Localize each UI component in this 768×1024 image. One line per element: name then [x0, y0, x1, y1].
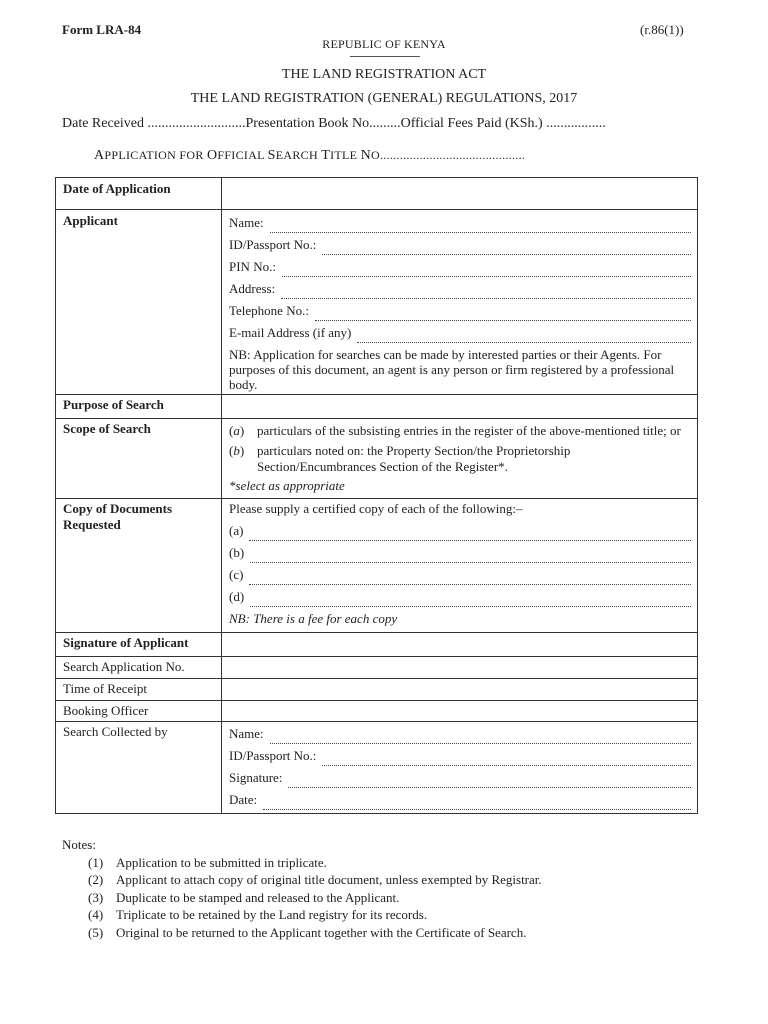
booking-officer-field[interactable] — [222, 701, 698, 722]
applicant-id-label: ID/Passport No.: — [229, 237, 317, 252]
scope-b-text: particulars noted on: the Property Section/the Proprietorship Section/Encumbrances Section of the Register*. — [257, 443, 571, 474]
copy-item-c-label: (c) — [229, 567, 244, 582]
applicant-email-line[interactable] — [229, 321, 691, 343]
row-signature — [56, 633, 698, 657]
row-search-app-no — [56, 657, 698, 679]
applicant-address-input[interactable] — [281, 283, 691, 299]
collector-id-input[interactable] — [322, 750, 691, 766]
application-title: APPLICATION FOR OFFICIAL SEARCH TITLE NO............................................ — [94, 148, 526, 163]
scope-options — [222, 419, 698, 499]
scope-b-key: b — [233, 443, 240, 458]
note-text: Application to be submitted in triplicate. — [116, 854, 327, 870]
applicant-telephone-line[interactable] — [229, 299, 691, 321]
search-app-no-field[interactable] — [222, 657, 698, 679]
collector-date-label: Date: — [229, 792, 258, 807]
notes-title: Notes: — [62, 837, 96, 852]
collector-name-input[interactable] — [270, 728, 691, 744]
applicant-name-input[interactable] — [270, 217, 691, 233]
copy-item-b[interactable] — [229, 541, 691, 563]
applicant-address-label: Address: — [229, 281, 276, 296]
copies-label: Copy of Documents Requested — [56, 499, 222, 633]
note-text: Applicant to attach copy of original title document, unless exempted by Registrar. — [116, 872, 542, 887]
note-item — [62, 889, 542, 907]
scope-option-b[interactable]: (b) particulars noted on: the Property Section/the Proprietorship Section/Encumbrances Section of the Register*. — [229, 443, 691, 475]
row-purpose — [56, 395, 698, 419]
copies-intro: Please supply a certified copy of each of the following:– — [229, 501, 523, 516]
collector-id-label: ID/Passport No.: — [229, 748, 317, 763]
agent-note: NB: Application for searches can be made by interested parties or their Agents. For purposes of this document, an agent is any person or firm registered by a professional body. — [229, 347, 675, 392]
applicant-id-input[interactable] — [322, 239, 691, 255]
purpose-field[interactable] — [222, 395, 698, 419]
copy-item-c-input[interactable] — [249, 569, 691, 585]
date-of-application-label: Date of Application — [56, 178, 222, 210]
note-number: (1) — [88, 854, 104, 870]
note-item — [62, 871, 542, 889]
copy-item-a-input[interactable] — [249, 525, 691, 541]
row-collected — [56, 722, 698, 814]
receipt-meta-line: Date Received ............................Presentation Book No.........Official Fees Paid (KSh.) ................. — [62, 116, 606, 131]
scope-select-note: *select as appropriate — [229, 478, 345, 493]
copy-item-b-input[interactable] — [250, 547, 691, 563]
time-of-receipt-field[interactable] — [222, 679, 698, 701]
row-booking-officer — [56, 701, 698, 722]
act-title: THE LAND REGISTRATION ACT — [281, 67, 487, 82]
copies-fee-note: NB: There is a fee for each copy — [229, 611, 398, 626]
row-time-of-receipt — [56, 679, 698, 701]
applicant-id-line[interactable] — [229, 233, 691, 255]
booking-officer-label: Booking Officer — [56, 701, 222, 722]
row-copies — [56, 499, 698, 633]
search-application-table — [55, 177, 698, 814]
note-text: Original to be returned to the Applicant together with the Certificate of Search. — [116, 924, 527, 940]
collector-signature-label: Signature: — [229, 770, 283, 785]
note-text: Triplicate to be retained by the Land registry for its records. — [116, 907, 428, 922]
scope-a-key: a — [233, 423, 240, 438]
row-date-of-application — [56, 178, 698, 210]
applicant-telephone-input[interactable] — [315, 305, 691, 321]
collector-signature-input[interactable] — [288, 772, 691, 788]
applicant-address-line[interactable] — [229, 277, 691, 299]
note-number: (2) — [88, 872, 104, 887]
signature-label: Signature of Applicant — [56, 633, 222, 657]
collector-date-input[interactable] — [263, 794, 691, 810]
collector-name-line[interactable] — [229, 722, 691, 744]
purpose-label: Purpose of Search — [56, 395, 222, 419]
scope-option-a[interactable]: (a) particulars of the subsisting entries in the register of the above-mentioned title; or — [229, 423, 681, 438]
regulations-title: THE LAND REGISTRATION (GENERAL) REGULATIONS, 2017 — [190, 91, 578, 106]
row-scope — [56, 419, 698, 499]
copy-item-d-label: (d) — [229, 589, 245, 604]
notes-section — [62, 836, 542, 941]
copy-item-c[interactable] — [229, 563, 691, 585]
applicant-name-label: Name: — [229, 215, 264, 230]
copies-fields — [222, 499, 698, 633]
copy-item-a-label: (a) — [229, 523, 244, 538]
applicant-pin-line[interactable] — [229, 255, 691, 277]
applicant-name-line[interactable] — [229, 211, 691, 233]
form-code: Form LRA-84 — [62, 22, 142, 37]
note-item — [62, 854, 542, 872]
applicant-pin-input[interactable] — [282, 261, 691, 277]
row-applicant — [56, 210, 698, 395]
republic-heading: REPUBLIC OF KENYA — [322, 37, 446, 51]
time-of-receipt-label: Time of Receipt — [56, 679, 222, 701]
applicant-pin-label: PIN No.: — [229, 259, 276, 274]
note-number: (5) — [88, 924, 104, 940]
applicant-label: Applicant — [56, 210, 222, 395]
collected-fields — [222, 722, 698, 814]
applicant-telephone-label: Telephone No.: — [229, 303, 309, 318]
note-item — [62, 906, 542, 924]
date-of-application-field[interactable] — [222, 178, 698, 210]
copy-item-b-label: (b) — [229, 545, 245, 560]
rule-reference: (r.86(1)) — [640, 22, 684, 37]
copy-item-d-input[interactable] — [250, 591, 691, 607]
collected-label: Search Collected by — [56, 722, 222, 814]
signature-field[interactable] — [222, 633, 698, 657]
scope-label: Scope of Search — [56, 419, 222, 499]
search-app-no-label: Search Application No. — [56, 657, 222, 679]
applicant-fields — [222, 210, 698, 395]
note-item — [62, 924, 542, 942]
applicant-email-label: E-mail Address (if any) — [229, 325, 352, 340]
heading-underline — [350, 56, 420, 57]
scope-a-text: particulars of the subsisting entries in the register of the above-mentioned title; or — [257, 423, 681, 438]
collector-id-line[interactable] — [229, 744, 691, 766]
note-number: (4) — [88, 907, 104, 922]
collector-name-label: Name: — [229, 726, 264, 741]
note-number: (3) — [88, 889, 104, 905]
copy-item-a[interactable] — [229, 519, 691, 541]
collector-signature-line[interactable] — [229, 766, 691, 788]
applicant-email-input[interactable] — [357, 327, 691, 343]
collector-date-line[interactable] — [229, 788, 691, 810]
note-text: Duplicate to be stamped and released to the Applicant. — [116, 889, 400, 905]
copy-item-d[interactable] — [229, 585, 691, 607]
